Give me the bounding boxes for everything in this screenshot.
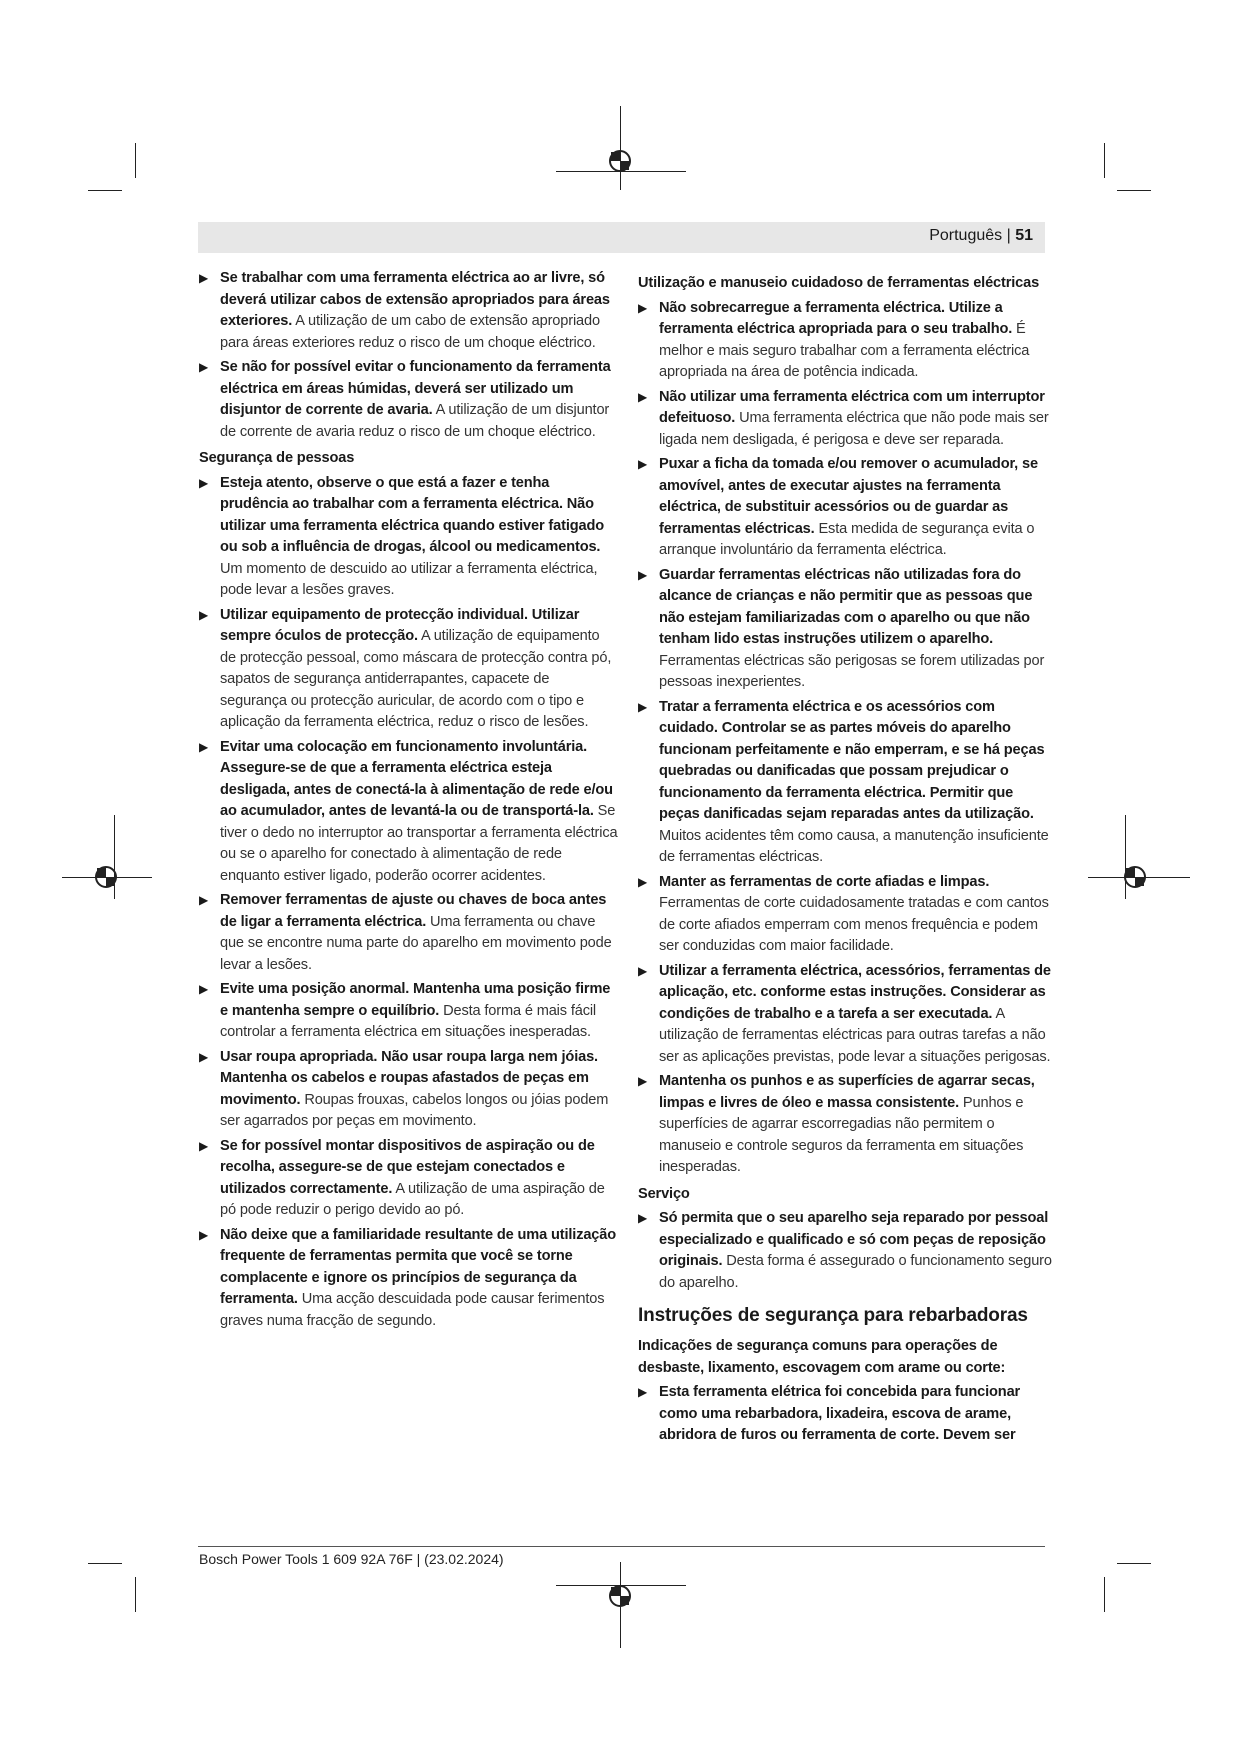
crop-mark-bottom-right-h bbox=[1117, 1563, 1151, 1564]
item-normal-text: É melhor e mais seguro trabalhar com a ferramenta eléctrica apropriada na área de potência indicada. bbox=[659, 321, 1030, 380]
section-subheading: Utilização e manuseio cuidadoso de ferramentas eléctricas bbox=[638, 275, 1040, 291]
item-bold-text: Esteja atento, observe o que está a fazer e tenha prudência ao trabalhar com a ferramenta eléctrica. Não utilizar uma ferramenta eléctrica quando estiver fatigado ou sob a influência de drogas, álcool ou medicamentos. bbox=[220, 474, 604, 555]
item-normal-text: A utilização de equipamento de protecção pessoal, como máscara de protecção contra pó, sapatos de segurança antiderrapantes, capacete de segurança ou protecção auricular, de acordo com o tipo e aplicação da ferramenta eléctrica, reduz o risco de lesões. bbox=[220, 628, 612, 730]
item-normal-text: Ferramentas eléctricas são perigosas se forem utilizadas por pessoas inexperientes. bbox=[659, 652, 1045, 690]
crop-mark-bottom-left-h bbox=[88, 1563, 122, 1564]
crop-mark-top-left-h bbox=[88, 190, 122, 191]
list-item bbox=[638, 1382, 1052, 1447]
section-subheading: Indicações de segurança comuns para operações de desbaste, lixamento, escovagem com arame ou corte: bbox=[638, 1338, 1006, 1376]
list-item bbox=[638, 387, 1052, 452]
item-normal-text: Punhos e superfícies de agarrar escorregadias não permitem o manuseio e controle seguros da ferramenta em situações inesperadas. bbox=[659, 1094, 1024, 1175]
list-item bbox=[199, 1047, 619, 1133]
item-bold-text: Não sobrecarregue a ferramenta eléctrica. Utilize a ferramenta eléctrica apropriada para o seu trabalho. bbox=[659, 299, 1013, 337]
item-normal-text: Uma ferramenta eléctrica que não pode mais ser ligada nem desligada, é perigosa e deve ser reparada. bbox=[659, 410, 1049, 448]
item-bold-text: Puxar a ficha da tomada e/ou remover o acumulador, se amovível, antes de executar ajustes na ferramenta eléctrica, de substituir acessórios ou de guardar as ferramentas eléctricas. bbox=[659, 456, 1038, 537]
item-bold-text: Utilizar equipamento de protecção individual. Utilizar sempre óculos de protecção. bbox=[220, 606, 580, 644]
arrow-right-icon: ▶ bbox=[199, 360, 209, 374]
section-subheading: Segurança de pessoas bbox=[199, 450, 355, 466]
crop-mark-top-left-v bbox=[135, 143, 136, 178]
crop-mark-bottom-left-v bbox=[135, 1577, 136, 1612]
header-separator: | bbox=[1006, 227, 1011, 244]
arrow-right-icon: ▶ bbox=[638, 567, 648, 582]
item-bold-text: Se for possível montar dispositivos de aspiração ou de recolha, assegure-se de que estejam conectados e utilizados correctamente. bbox=[220, 1137, 595, 1197]
list-item bbox=[638, 298, 1052, 384]
right-column bbox=[638, 268, 1052, 1450]
item-normal-text: Uma acção descuidada pode causar ferimentos graves numa fracção de segundo. bbox=[220, 1291, 605, 1329]
crosshair-registration-icon bbox=[609, 150, 631, 172]
item-bold-text: Se trabalhar com uma ferramenta eléctrica ao ar livre, só deverá utilizar cabos de extensão apropriados para áreas exteriores. bbox=[220, 270, 610, 329]
crosshair-registration-icon bbox=[609, 1585, 631, 1607]
item-bold-text: Utilizar a ferramenta eléctrica, acessórios, ferramentas de aplicação, etc. conforme estas instruções. Considerar as condições de trabalho e a tarefa a ser executada. bbox=[659, 962, 1051, 1022]
item-normal-text: Roupas frouxas, cabelos longos ou jóias podem ser agarrados por peças em movimento. bbox=[220, 1091, 609, 1129]
arrow-right-icon: ▶ bbox=[638, 699, 648, 714]
item-bold-text: Mantenha os punhos e as superfícies de agarrar secas, limpas e livres de óleo e massa consistente. bbox=[659, 1073, 1035, 1111]
reg-left-v bbox=[114, 815, 115, 899]
item-bold-text: Evite uma posição anormal. Mantenha uma posição firme e mantenha sempre o equilíbrio. bbox=[220, 981, 611, 1019]
arrow-right-icon: ▶ bbox=[638, 874, 648, 889]
item-bold-text: Usar roupa apropriada. Não usar roupa larga nem jóias. Mantenha os cabelos e roupas afastados de peças em movimento. bbox=[220, 1048, 598, 1108]
page-header-text bbox=[929, 227, 1033, 245]
arrow-right-icon: ▶ bbox=[638, 389, 648, 404]
list-item bbox=[638, 872, 1052, 958]
item-bold-text: Remover ferramentas de ajuste ou chaves de boca antes de ligar a ferramenta eléctrica. bbox=[220, 892, 607, 930]
arrow-right-icon: ▶ bbox=[199, 1138, 209, 1153]
page-header bbox=[198, 222, 1045, 253]
list-item bbox=[638, 454, 1052, 562]
item-bold-text: Não deixe que a familiaridade resultante de uma utilização frequente de ferramentas permita que você se torne complacente e ignore os princípios de segurança da ferramenta. bbox=[220, 1226, 616, 1307]
item-normal-text: Ferramentas de corte cuidadosamente tratadas e com cantos de corte afiados emperram com menos frequência e podem ser conduzidas com maior facilidade. bbox=[659, 895, 1049, 954]
item-normal-text: Desta forma é mais fácil controlar a ferramenta eléctrica em situações inesperadas. bbox=[220, 1002, 597, 1040]
page-footer: Bosch Power Tools 1 609 92A 76F | (23.02.2024) bbox=[199, 1551, 504, 1567]
arrow-right-icon: ▶ bbox=[638, 1074, 648, 1088]
list-item bbox=[199, 1136, 619, 1222]
item-bold-text: Manter as ferramentas de corte afiadas e limpas. bbox=[659, 873, 990, 890]
header-language: Português bbox=[929, 227, 1003, 244]
item-normal-text: A utilização de um cabo de extensão apropriado para áreas exteriores reduz o risco de um choque eléctrico. bbox=[220, 313, 600, 351]
arrow-right-icon: ▶ bbox=[199, 1227, 209, 1242]
arrow-right-icon: ▶ bbox=[638, 1385, 648, 1399]
list-item bbox=[199, 1225, 619, 1333]
crosshair-registration-icon bbox=[1124, 866, 1146, 888]
arrow-right-icon: ▶ bbox=[199, 475, 209, 490]
arrow-right-icon: ▶ bbox=[638, 300, 648, 315]
crop-mark-top-right-v bbox=[1104, 143, 1105, 178]
item-bold-text: Não utilizar uma ferramenta eléctrica com um interruptor defeituoso. bbox=[659, 388, 1045, 426]
item-bold-text: Tratar a ferramenta eléctrica e os acessórios com cuidado. Controlar se as partes móveis do aparelho funcionam perfeitamente e não emperram, e se há peças quebradas ou danificadas que possam prejudicar o funcionamento da ferramenta eléctrica. Permitir que peças danificadas sejam reparadas antes da utilização. bbox=[659, 698, 1045, 822]
item-bold-text: Só permita que o seu aparelho seja reparado por pessoal especializado e qualificado e só com peças de reposição originais. bbox=[659, 1210, 1049, 1269]
arrow-right-icon: ▶ bbox=[199, 271, 209, 285]
item-normal-text: A utilização de ferramentas eléctricas para outras tarefas a não ser as aplicações previstas, pode levar a situações perigosas. bbox=[659, 1005, 1051, 1065]
item-normal-text: Esta medida de segurança evita o arranque involuntário da ferramenta eléctrica. bbox=[659, 520, 1035, 558]
item-bold-text: Se não for possível evitar o funcionamento da ferramenta eléctrica em áreas húmidas, deverá ser utilizado um disjuntor de corrente de avaria. bbox=[220, 359, 611, 418]
item-normal-text: A utilização de uma aspiração de pó pode reduzir o perigo devido ao pó. bbox=[220, 1180, 605, 1218]
list-item bbox=[199, 737, 619, 888]
crop-mark-bottom-right-v bbox=[1104, 1577, 1105, 1612]
arrow-right-icon: ▶ bbox=[199, 739, 209, 754]
item-bold-text: Evitar uma colocação em funcionamento involuntária. Assegure-se de que a ferramenta eléctrica esteja desligada, antes de conectá-la à alimentação de rede e/ou ao acumulador, antes de levantá-la ou de transportá-la. bbox=[220, 738, 613, 819]
item-bold-text: Esta ferramenta elétrica foi concebida para funcionar como uma rebarbadora, lixadeira, escova de arame, abridora de furos ou ferramenta de corte. Devem ser bbox=[659, 1384, 1021, 1443]
list-item bbox=[638, 565, 1052, 694]
item-normal-text: Uma ferramenta ou chave que se encontre numa parte do aparelho em movimento pode levar a lesões. bbox=[220, 913, 612, 973]
list-item bbox=[638, 1071, 1052, 1179]
item-normal-text: A utilização de um disjuntor de corrente de avaria reduz o risco de um choque eléctrico. bbox=[220, 402, 610, 440]
item-normal-text: Se tiver o dedo no interruptor ao transportar a ferramenta eléctrica ou se o aparelho for conectado à alimentação de rede enquanto estiver ligado, poderão ocorrer acidentes. bbox=[220, 803, 618, 884]
list-item bbox=[638, 697, 1052, 869]
list-item bbox=[199, 473, 619, 602]
arrow-right-icon: ▶ bbox=[199, 893, 209, 907]
reg-right-v bbox=[1125, 815, 1126, 899]
list-item bbox=[638, 1208, 1052, 1294]
item-bold-text: Guardar ferramentas eléctricas não utilizadas fora do alcance de crianças e não permitir que as pessoas que não estejam familiarizadas com o aparelho ou que não tenham lido estas instruções utilizem o aparelho. bbox=[659, 566, 1033, 647]
section-heading: Instruções de segurança para rebarbadoras bbox=[638, 1305, 1028, 1326]
arrow-right-icon: ▶ bbox=[199, 1049, 209, 1064]
list-item bbox=[199, 979, 619, 1044]
arrow-right-icon: ▶ bbox=[638, 963, 648, 978]
footer-rule bbox=[198, 1546, 1045, 1547]
item-normal-text: Muitos acidentes têm como causa, a manutenção insuficiente de ferramentas eléctricas. bbox=[659, 827, 1049, 865]
crosshair-registration-icon bbox=[95, 866, 117, 888]
list-item bbox=[199, 357, 619, 443]
left-column bbox=[199, 268, 619, 1335]
section-subheading: Serviço bbox=[638, 1185, 690, 1202]
arrow-right-icon: ▶ bbox=[638, 1211, 648, 1225]
arrow-right-icon: ▶ bbox=[199, 607, 209, 622]
list-item bbox=[638, 961, 1052, 1069]
crop-mark-top-right-h bbox=[1117, 190, 1151, 191]
list-item bbox=[199, 268, 619, 354]
page-number: 51 bbox=[1015, 227, 1033, 244]
list-item bbox=[199, 605, 619, 734]
arrow-right-icon: ▶ bbox=[199, 982, 209, 996]
item-normal-text: Desta forma é assegurado o funcionamento seguro do aparelho. bbox=[659, 1253, 1052, 1291]
reg-top-v bbox=[620, 106, 621, 190]
list-item bbox=[199, 890, 619, 976]
item-normal-text: Um momento de descuido ao utilizar a ferramenta eléctrica, pode levar a lesões graves. bbox=[220, 560, 598, 598]
arrow-right-icon: ▶ bbox=[638, 457, 648, 471]
